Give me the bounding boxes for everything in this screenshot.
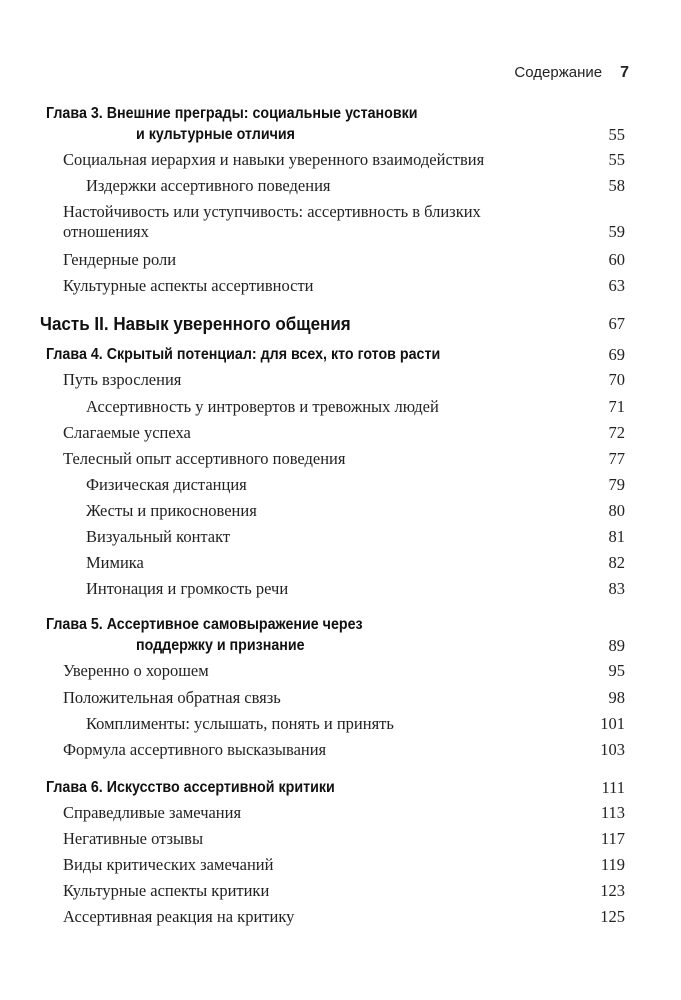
toc-page-number: 77 xyxy=(608,449,625,468)
toc-title: Глава 3. Внешние преграды: социальные установки xyxy=(46,105,418,122)
toc-page-number: 113 xyxy=(600,803,625,822)
toc-title: Культурные аспекты критики xyxy=(63,881,270,900)
toc-page-number: 125 xyxy=(600,907,625,926)
toc-page-number: 72 xyxy=(608,423,625,442)
running-head xyxy=(514,64,629,82)
toc-page-number: 67 xyxy=(608,314,625,333)
toc-title: Настойчивость или уступчивость: ассертивность в близких xyxy=(63,202,481,221)
toc-page-number: 89 xyxy=(608,636,625,655)
toc-page-number: 83 xyxy=(608,579,625,598)
toc-title: Визуальный контакт xyxy=(86,527,231,546)
toc-page-number: 81 xyxy=(608,527,625,546)
toc-title: Формула ассертивного высказывания xyxy=(63,740,327,759)
toc-page-number: 98 xyxy=(608,688,625,707)
toc-page-number: 55 xyxy=(608,125,625,144)
toc-page-number: 103 xyxy=(600,740,625,759)
toc-title-continued: поддержку и признание xyxy=(136,637,305,654)
toc-page-number: 60 xyxy=(608,250,625,269)
toc-page-number: 101 xyxy=(600,714,625,733)
page-number: 7 xyxy=(620,64,629,81)
toc-page-number: 95 xyxy=(608,661,625,680)
toc-title: Уверенно о хорошем xyxy=(63,661,209,680)
toc-page-number: 59 xyxy=(608,222,625,241)
toc-page-number: 55 xyxy=(608,150,625,169)
toc-title-continued: отношениях xyxy=(63,222,149,241)
toc-title: Комплименты: услышать, понять и принять xyxy=(86,714,394,733)
toc-page-number: 63 xyxy=(608,276,625,295)
toc-page-number: 123 xyxy=(600,881,625,900)
toc-page-number: 69 xyxy=(608,345,625,364)
toc-title: Мимика xyxy=(86,553,144,572)
toc-title: Ассертивная реакция на критику xyxy=(63,907,295,926)
toc-title: Культурные аспекты ассертивности xyxy=(63,276,314,295)
toc-title: Виды критических замечаний xyxy=(63,855,274,874)
toc-title-continued: и культурные отличия xyxy=(136,126,296,143)
toc-title: Справедливые замечания xyxy=(63,803,242,822)
toc-title: Интонация и громкость речи xyxy=(86,579,289,598)
toc-title: Ассертивность у интровертов и тревожных людей xyxy=(86,397,439,416)
toc-title: Издержки ассертивного поведения xyxy=(86,176,331,195)
toc-title: Телесный опыт ассертивного поведения xyxy=(63,449,346,468)
toc-page-number: 80 xyxy=(608,501,625,520)
toc-page-number: 82 xyxy=(608,553,625,572)
toc-title: Негативные отзывы xyxy=(63,829,204,848)
toc-title: Глава 5. Ассертивное самовыражение через xyxy=(46,616,363,633)
toc-title: Гендерные роли xyxy=(63,250,177,269)
toc-page-number: 119 xyxy=(600,855,625,874)
toc-title: Слагаемые успеха xyxy=(63,423,191,442)
toc-title: Положительная обратная связь xyxy=(63,688,281,707)
toc-page-number: 79 xyxy=(608,475,625,494)
toc-page-number: 111 xyxy=(601,778,625,797)
toc-title: Часть II. Навык уверенного общения xyxy=(40,313,351,334)
toc-title: Социальная иерархия и навыки уверенного взаимодействия xyxy=(63,150,485,169)
toc-page-number: 70 xyxy=(608,370,625,389)
toc-title: Жесты и прикосновения xyxy=(86,501,257,520)
toc-title: Глава 4. Скрытый потенциал: для всех, кто готов расти xyxy=(46,346,441,363)
toc-title: Физическая дистанция xyxy=(86,475,247,494)
toc-title: Глава 6. Искусство ассертивной критики xyxy=(46,779,335,796)
toc-page-number: 58 xyxy=(608,176,625,195)
toc-page-number: 71 xyxy=(608,397,625,416)
toc-title: Путь взросления xyxy=(63,370,182,389)
section-title: Содержание xyxy=(514,64,603,81)
toc-page-number: 117 xyxy=(600,829,625,848)
